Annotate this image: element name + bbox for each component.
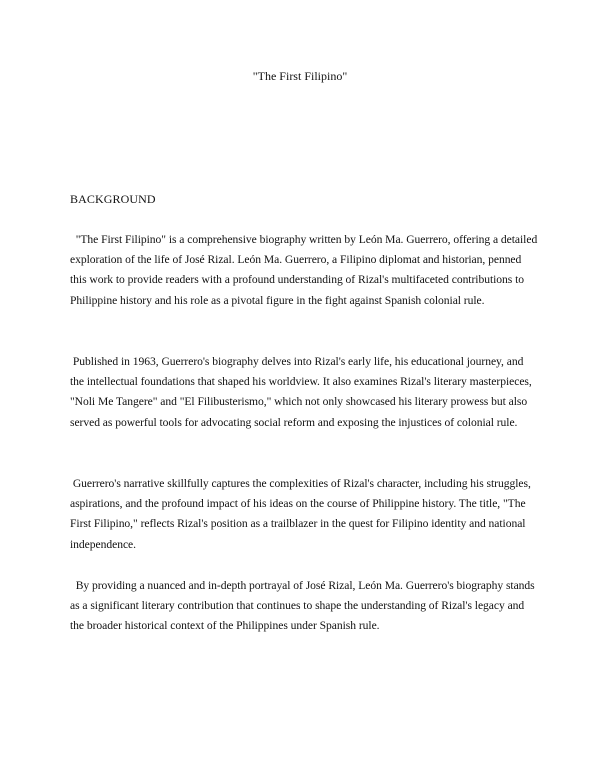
paragraph-4: By providing a nuanced and in-depth portrayal of José Rizal, León Ma. Guerrero's biography stands as a significant literary contribution that continues to shape the understanding of Rizal's legacy and the broader historical context of the Philippines under Spanish rule. [70, 579, 538, 633]
paragraph-3: Guerrero's narrative skillfully captures the complexities of Rizal's character, including his struggles, aspirations, and the profound impact of his ideas on the course of Philippine history. The title, "The First Filipino," reflects Rizal's position as a trailblazer in the quest for Filipino identity and national independence. [70, 477, 534, 551]
document-title: "The First Filipino" [252, 69, 348, 83]
paragraph-2: Published in 1963, Guerrero's biography delves into Rizal's early life, his educational journey, and the intellectual foundations that shaped his worldview. It also examines Rizal's literary masterpieces, "Noli Me Tangere" and "El Filibusterismo," which not only showcased his literary prowess but also served as powerful tools for advocating social reform and exposing the injustices of colonial rule. [70, 355, 535, 429]
section-heading: BACKGROUND [70, 192, 156, 206]
paragraph-1: "The First Filipino" is a comprehensive biography written by León Ma. Guerrero, offering a detailed exploration of the life of José Rizal. León Ma. Guerrero, a Filipino diplomat and historian, penned this work to provide readers with a profound understanding of Rizal's multifaceted contributions to Philippine history and his role as a pivotal figure in the fight against Spanish colonial rule. [70, 233, 541, 307]
